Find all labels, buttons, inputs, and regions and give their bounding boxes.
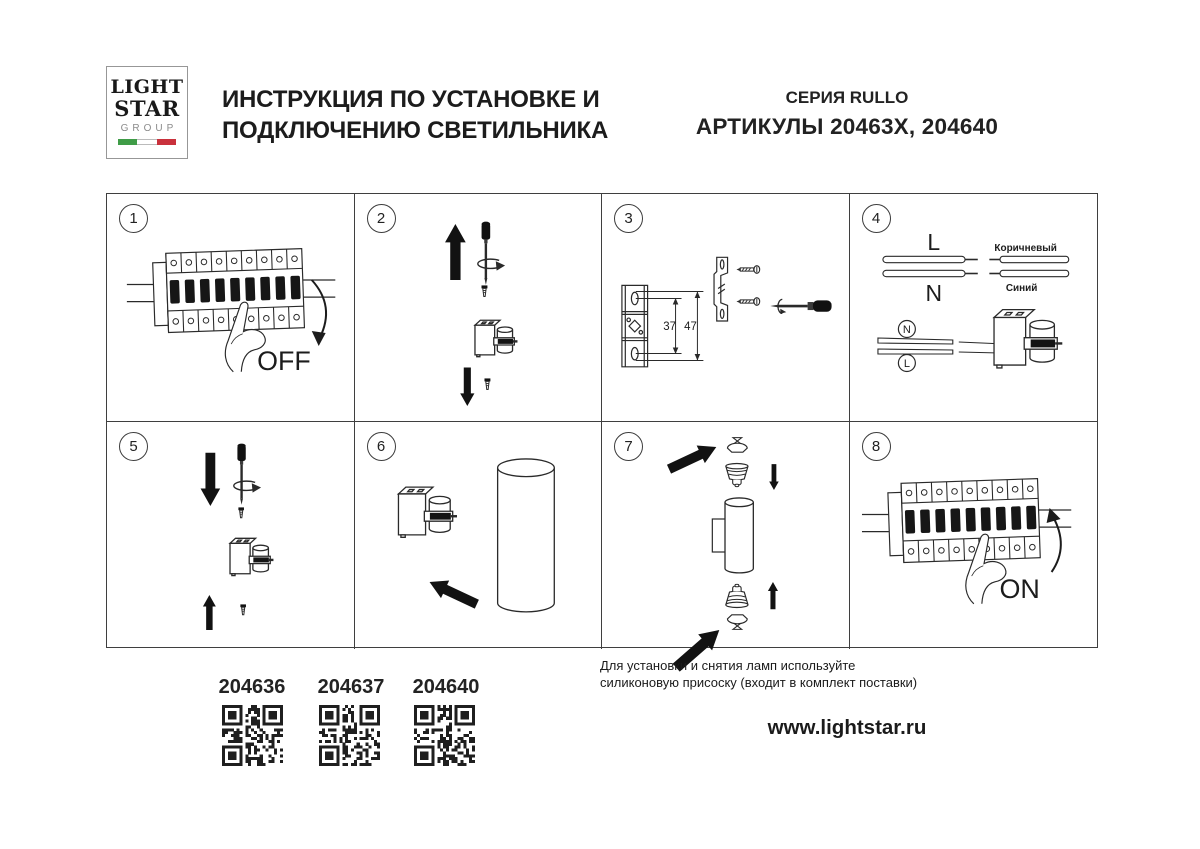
- screwdriver-icon: [237, 444, 245, 505]
- screw-icon: [484, 378, 490, 389]
- wire-icon: [989, 270, 1068, 276]
- page-title-line2: ПОДКЛЮЧЕНИЮ СВЕТИЛЬНИКА: [222, 117, 609, 144]
- fixture-body-icon: [398, 487, 457, 537]
- screw-icon: [240, 604, 246, 614]
- screw-icon: [481, 285, 487, 296]
- series-name: СЕРИЯ RULLO: [785, 88, 909, 107]
- curved-arrow-up-icon: [1051, 516, 1060, 572]
- page-title: [222, 84, 692, 146]
- live-wire-label: L: [926, 228, 940, 256]
- bracket-side-icon: [714, 257, 728, 321]
- curved-arrow-down-icon: [312, 280, 326, 338]
- wall-plate-icon: [712, 519, 725, 552]
- step-8-panel: [850, 422, 1098, 649]
- article-number-204640: 204640: [412, 676, 480, 698]
- step-3-panel: [602, 194, 850, 422]
- arrow-down-icon: [460, 368, 474, 407]
- rotate-arrow-icon: [234, 481, 261, 492]
- brown-wire-label: Коричневый: [993, 242, 1057, 255]
- suction-cup-note: [600, 658, 980, 691]
- arrow-down-icon: [201, 453, 221, 506]
- lightstar-logo: [106, 66, 188, 159]
- arrow-up-icon: [445, 224, 466, 280]
- step-1-panel: [107, 194, 355, 422]
- qr-code-204640: [413, 704, 476, 767]
- lamp-icon: [726, 584, 748, 607]
- website-url: www.lightstar.ru: [767, 716, 927, 739]
- italian-flag-bar: [118, 139, 176, 145]
- dim-37-label: 37: [663, 320, 676, 334]
- suction-cup-icon: [727, 438, 747, 453]
- step-6-panel: [355, 422, 603, 649]
- step-2-panel: [355, 194, 603, 422]
- step-2-number: 2: [367, 204, 396, 233]
- bracket-front-icon: [622, 285, 648, 366]
- article-number-204637: 204637: [317, 676, 385, 698]
- note-line2: силиконовую присоску (входит в комплект поставки): [600, 674, 918, 690]
- arrow-down-icon: [769, 464, 779, 490]
- suction-cup-icon: [727, 615, 747, 630]
- fixture-body-icon: [994, 310, 1062, 368]
- arrow-up-icon: [203, 595, 216, 630]
- instruction-grid: [106, 193, 1098, 648]
- page-title-line1: ИНСТРУКЦИЯ ПО УСТАНОВКЕ И: [222, 86, 600, 113]
- svg-text:N: N: [902, 323, 911, 337]
- lamp-icon: [726, 464, 748, 487]
- logo-word-light: LIGHT: [110, 76, 184, 98]
- tube-shade-icon: [497, 459, 554, 612]
- arrow-up-icon: [768, 582, 778, 609]
- step-1-number: 1: [119, 204, 148, 233]
- series-header: [647, 88, 1047, 140]
- wire-icon: [882, 256, 977, 262]
- step-5-number: 5: [119, 432, 148, 461]
- step-8-number: 8: [862, 432, 891, 461]
- qr-code-204636: [221, 704, 284, 767]
- step-5-panel: [107, 422, 355, 649]
- step-7-number: 7: [614, 432, 643, 461]
- rotate-arrow-icon: [477, 259, 504, 270]
- fixture-body-icon: [474, 320, 516, 356]
- article-number-204636: 204636: [218, 676, 286, 698]
- arrow-up-left-icon: [425, 573, 480, 613]
- fixture-body-icon: [230, 538, 273, 575]
- off-label: OFF: [257, 345, 311, 377]
- on-label: ON: [998, 573, 1040, 605]
- step-4-panel: [850, 194, 1098, 422]
- circuit-breaker-icon: [861, 479, 1070, 563]
- wire-icon: [882, 270, 977, 276]
- svg-text:L: L: [903, 357, 910, 371]
- wire-icon: [989, 256, 1068, 262]
- arrow-up-right-icon: [665, 438, 720, 478]
- dim-47-label: 47: [684, 320, 697, 334]
- screwdriver-icon: [770, 299, 831, 313]
- step-3-number: 3: [614, 204, 643, 233]
- qr-code-204637: [318, 704, 381, 767]
- neutral-wire-label: N: [925, 279, 942, 307]
- articles-title: АРТИКУЛЫ 20463X, 204640: [695, 114, 999, 139]
- screw-icon: [736, 266, 759, 274]
- connection-wires: [877, 338, 1004, 354]
- blue-wire-label: Синий: [1005, 282, 1037, 295]
- screw-icon: [736, 298, 759, 306]
- fixture-cylinder-icon: [725, 498, 753, 573]
- step-7-panel: [602, 422, 850, 649]
- screwdriver-icon: [481, 222, 490, 285]
- screw-icon: [238, 507, 244, 517]
- circuit-breaker-icon: [127, 249, 335, 333]
- step-4-number: 4: [862, 204, 891, 233]
- note-line1: Для установки и снятия ламп используйте: [600, 658, 856, 673]
- logo-word-group: GROUP: [120, 123, 178, 134]
- step-6-number: 6: [367, 432, 396, 461]
- logo-word-star: STAR: [114, 96, 180, 121]
